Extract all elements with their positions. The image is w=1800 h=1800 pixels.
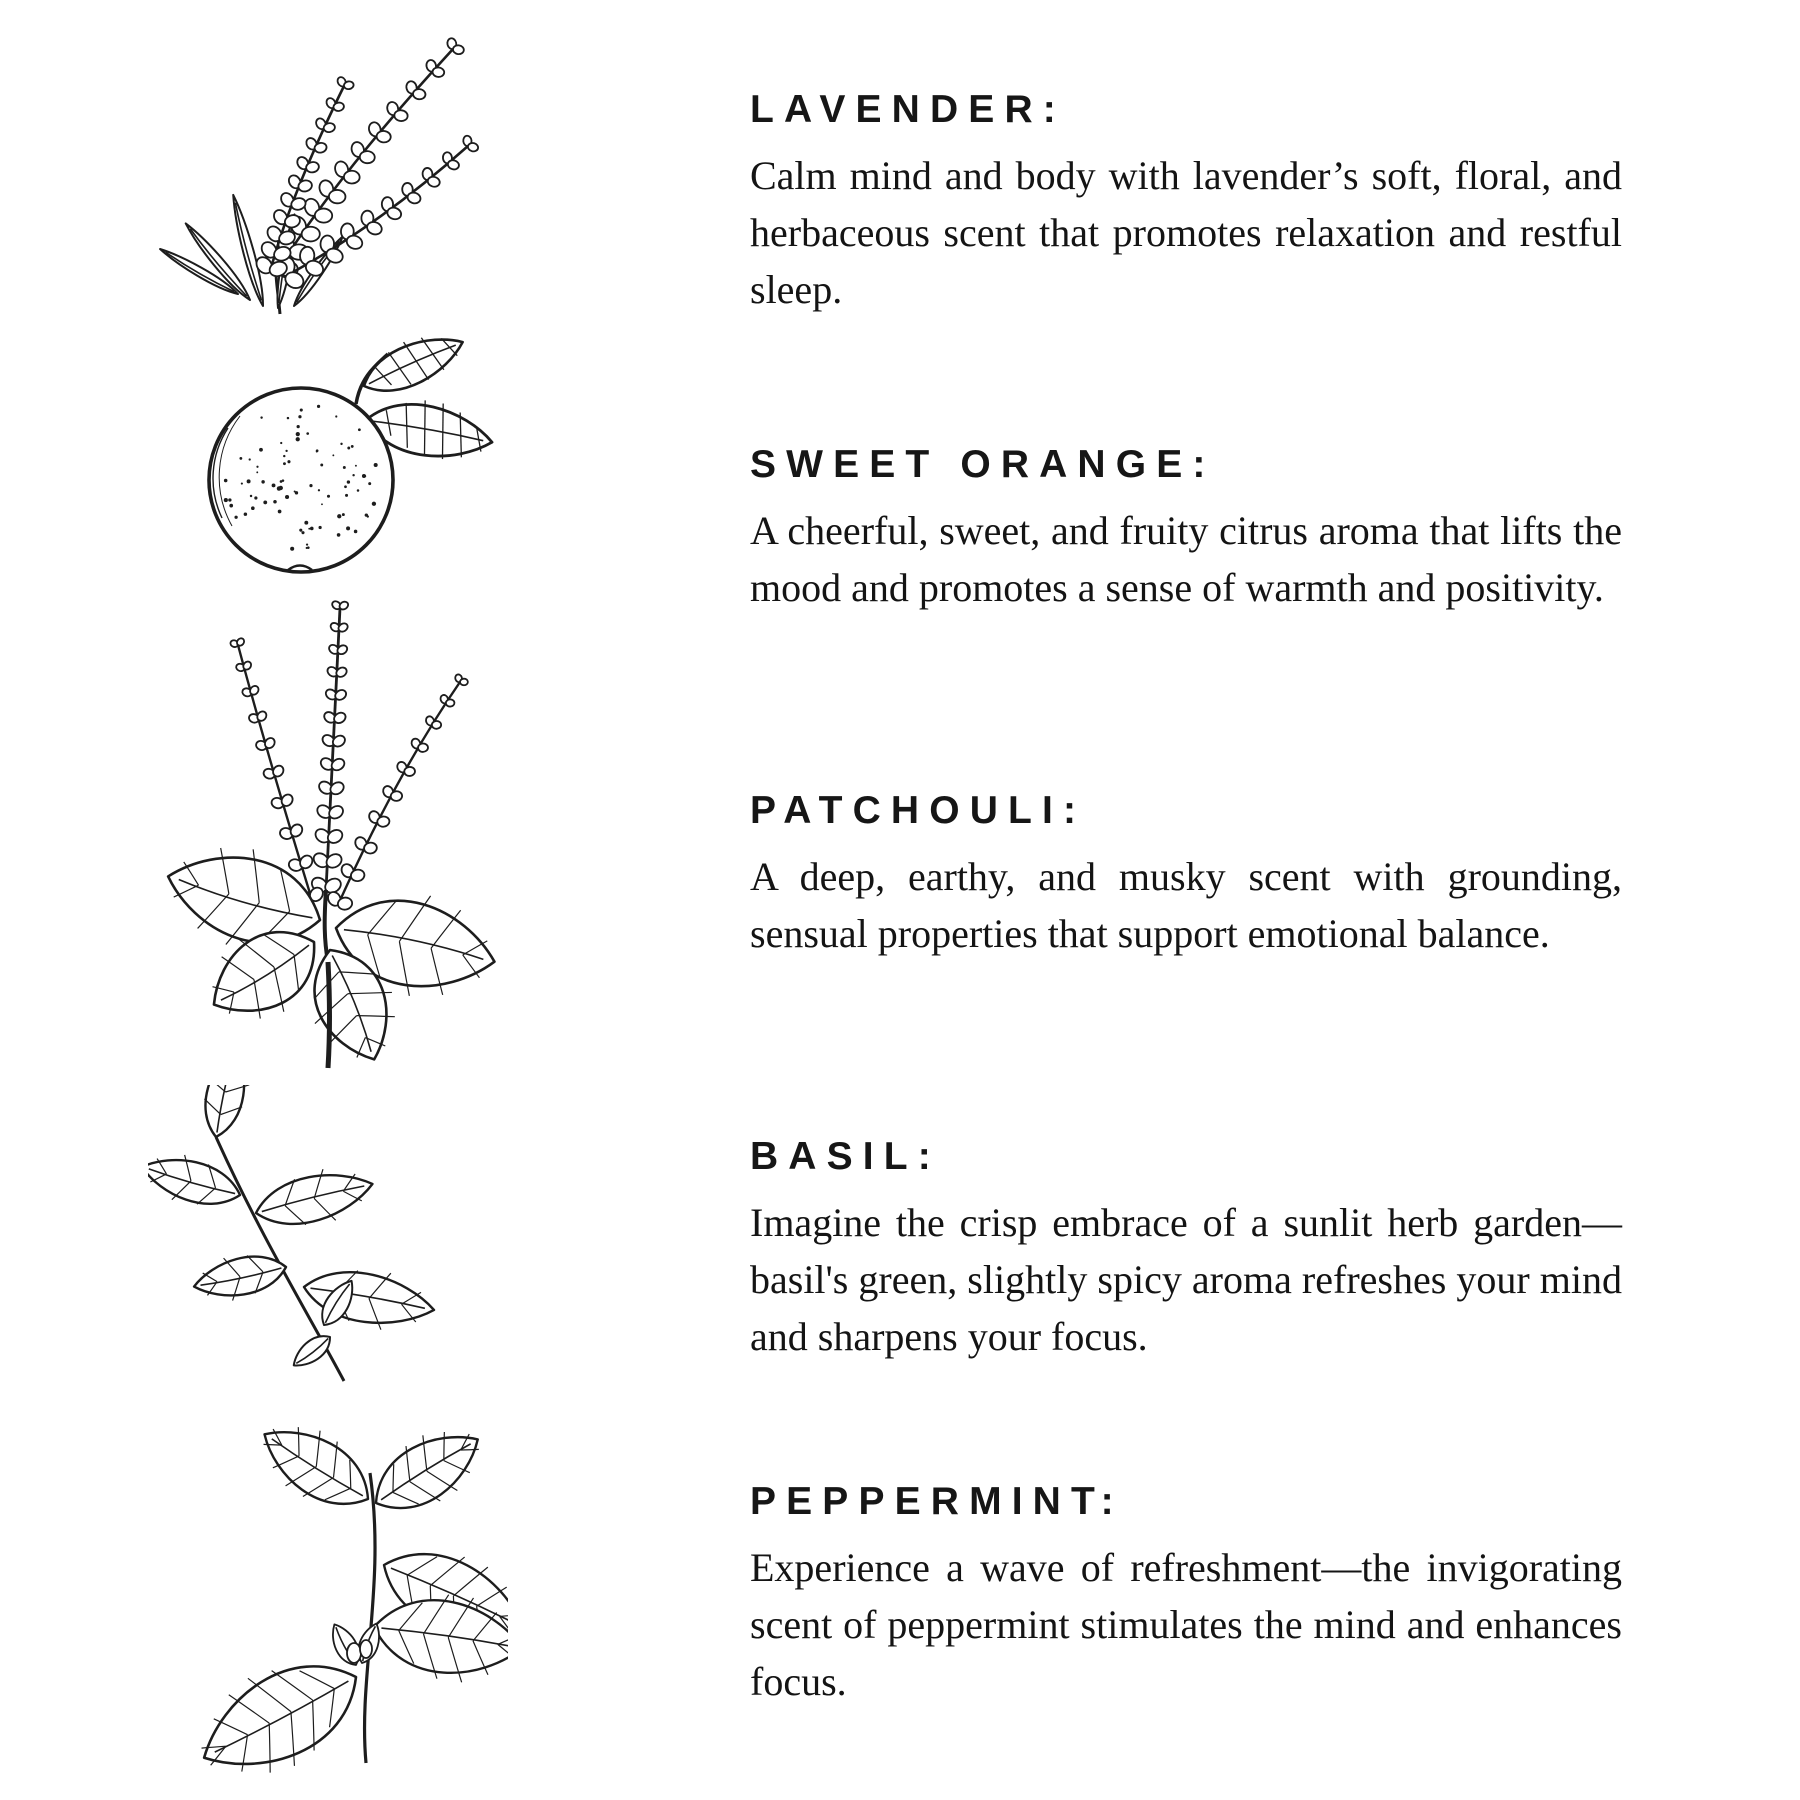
- scent-description: Experience a wave of refreshment—the invigorating scent of peppermint stimulates the mind and enhances focus.: [750, 1545, 1622, 1704]
- scent-heading: LAVENDER:: [750, 88, 1066, 131]
- scent-heading: PEPPERMINT:: [750, 1480, 1124, 1523]
- basil-sprig-illustration: [148, 1085, 492, 1385]
- scent-section-lavender: [750, 86, 1622, 318]
- patchouli-plant-illustration: [138, 590, 502, 1090]
- scent-section-sweet-orange: [750, 441, 1622, 616]
- peppermint-sprig-illustration: [118, 1415, 508, 1775]
- scent-section-patchouli: [750, 787, 1622, 962]
- lavender-sprig-illustration: [128, 14, 480, 320]
- scent-section-peppermint: [750, 1478, 1622, 1710]
- scent-description: A deep, earthy, and musky scent with grounding, sensual properties that support emotional balance.: [750, 854, 1622, 956]
- scent-description: Imagine the crisp embrace of a sunlit herb garden—basil's green, slightly spicy aroma refreshes your mind and sharpens your focus.: [750, 1200, 1622, 1359]
- scent-heading: PATCHOULI:: [750, 789, 1087, 832]
- scent-section-basil: [750, 1133, 1622, 1365]
- scent-heading: BASIL:: [750, 1135, 941, 1178]
- scent-heading: SWEET ORANGE:: [750, 443, 1216, 486]
- scent-description: Calm mind and body with lavender’s soft, floral, and herbaceous scent that promotes relaxation and restful sleep.: [750, 153, 1622, 312]
- orange-fruit-illustration: [158, 328, 498, 580]
- scent-description: A cheerful, sweet, and fruity citrus aroma that lifts the mood and promotes a sense of warmth and positivity.: [750, 508, 1622, 610]
